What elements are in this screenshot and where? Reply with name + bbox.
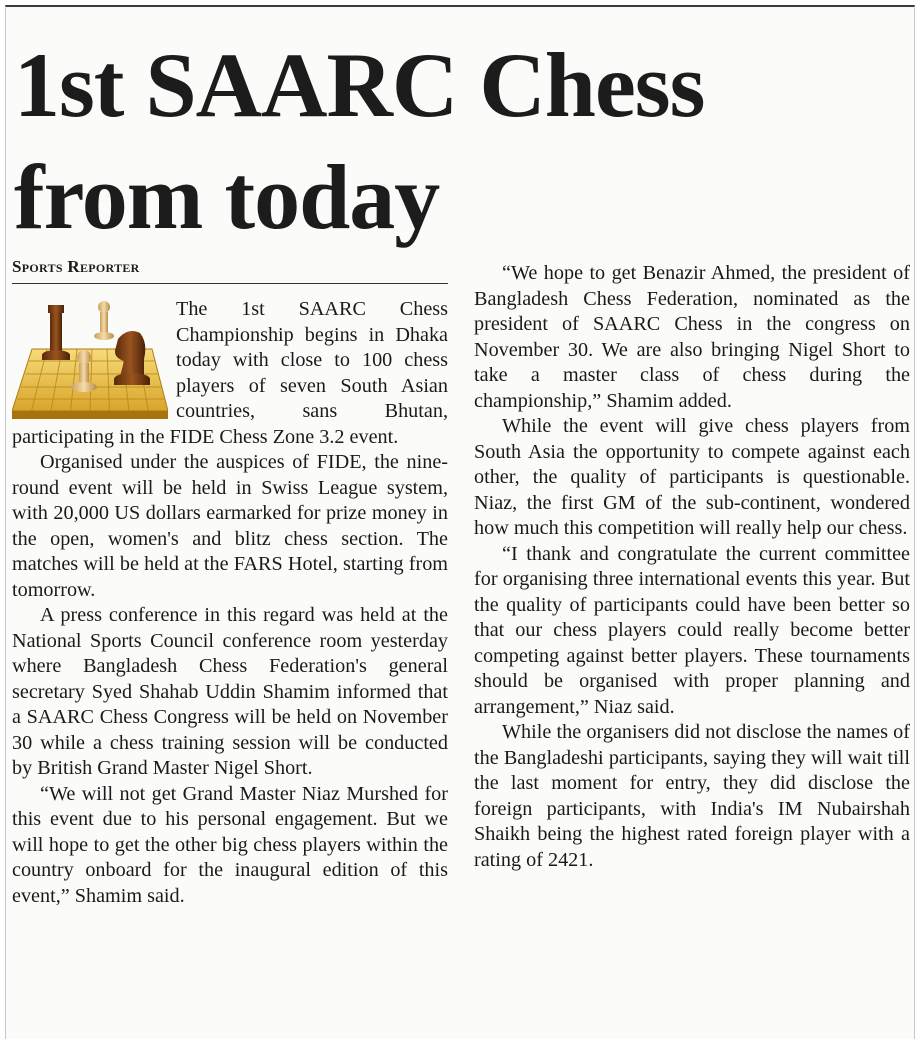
headline-line-1: 1st SAARC Chess	[14, 34, 705, 136]
article-column-left	[12, 297, 448, 909]
newspaper-clipping	[5, 5, 915, 1039]
article-column-right	[474, 261, 910, 873]
chess-pieces-icon	[12, 299, 168, 421]
paragraph: “We will not get Grand Master Niaz Murshed for this event due to his personal engagement. But we will hope to get the other big chess players within the country onboard for the inaugural edition of this event,” Shamim said.	[12, 782, 448, 907]
paragraph: The 1st SAARC Chess Championship begins in Dhaka today with close to 100 chess players of seven South Asian countries, sans Bhutan, participating in the FIDE Chess Zone 3.2 event.	[12, 298, 448, 448]
headline	[14, 29, 704, 253]
paragraph: While the event will give chess players from South Asia the opportunity to compete against each other, the quality of participants is questionable. Niaz, the first GM of the sub-continent, wondered how much this competition will really help our chess.	[474, 415, 910, 539]
paragraph: Organised under the auspices of FIDE, the nine-round event will be held in Swiss League system, with 20,000 US dollars earmarked for prize money in the open, women's and blitz chess section. The matches will be held at the FARS Hotel, starting from tomorrow.	[12, 451, 448, 601]
paragraph: A press conference in this regard was held at the National Sports Council conference room yesterday where Bangladesh Chess Federation's general secretary Syed Shahab Uddin Shamim informed that a SAARC Chess Congress will be held on November 30 while a chess training session will be conducted by British Grand Master Nigel Short.	[12, 604, 448, 779]
paragraph: “I thank and congratulate the current committee for organising three international events this year. But the quality of participants could have been better so that our chess players could really become better competing against better players. These tournaments should be organised with proper planning and arrangement,” Niaz said.	[474, 542, 910, 718]
paragraph: While the organisers did not disclose the names of the Bangladeshi participants, saying they will wait till the last moment for entry, they did disclose the foreign participants, with India's IM Nubairshah Shaikh being the highest rated foreign player with a rating of 2421.	[474, 721, 910, 871]
headline-line-2: from today	[14, 146, 440, 248]
paragraph: “We hope to get Benazir Ahmed, the president of Bangladesh Chess Federation, nominated as the president of SAARC Chess in the congress on November 30. We are also bringing Nigel Short to take a master class of chess during the championship,” Shamim added.	[474, 262, 910, 412]
byline: Sports Reporter	[12, 257, 448, 284]
